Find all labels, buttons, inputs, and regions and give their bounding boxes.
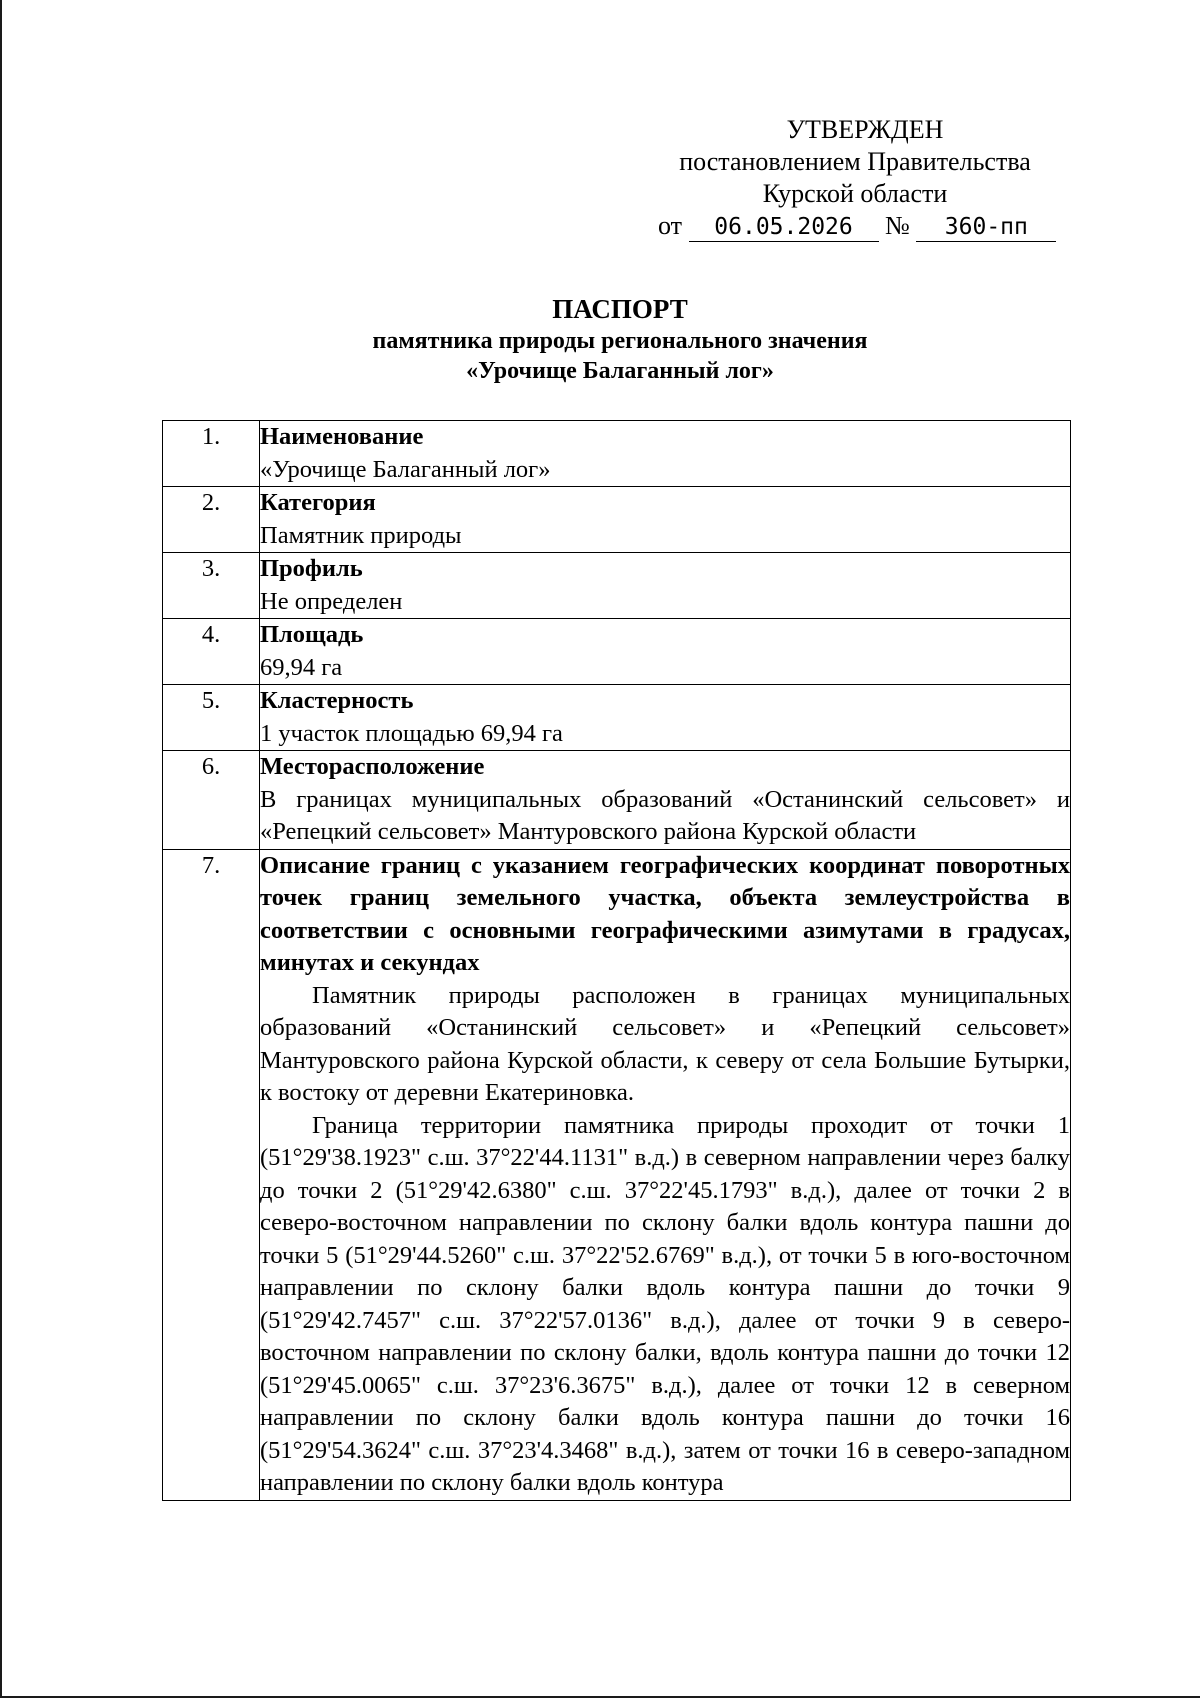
table-row	[163, 553, 1071, 619]
passport-table	[162, 420, 1071, 1501]
row-label: Месторасположение	[260, 753, 485, 780]
approval-line-1: постановлением Правительства	[679, 147, 1031, 176]
approval-number: 360-пп	[916, 213, 1056, 242]
table-row	[163, 487, 1071, 553]
row-value: В границах муниципальных образований «Останинский сельсовет» и «Репецкий сельсовет» Мантуровского района Курской области	[260, 785, 1070, 845]
row-value: Памятник природы	[260, 521, 462, 549]
row-value: Не определен	[260, 587, 403, 615]
row-number: 5.	[163, 685, 260, 751]
row-content	[260, 751, 1071, 850]
scan-left-edge	[0, 0, 2, 1698]
row-number: 6.	[163, 751, 260, 850]
approval-date: 06.05.2026	[689, 213, 879, 242]
row-number: 2.	[163, 487, 260, 553]
table-row	[163, 619, 1071, 685]
row-number: 3.	[163, 553, 260, 619]
approval-date-row	[620, 210, 1090, 242]
boundary-paragraph: Памятник природы расположен в границах муниципальных образований «Останинский сельсовет» и «Репецкий сельсовет» Мантуровского района Курской области, к северу от села Большие Бутырки, к востоку от деревни Екатериновка.	[260, 981, 1070, 1106]
table-row	[163, 421, 1071, 487]
row-label: Категория	[260, 489, 376, 516]
row-content	[260, 849, 1071, 1500]
row-label: Описание границ с указанием географических координат поворотных точек границ земельного участка, объекта землеустройства в соответствии с основными географическими азимутами в градусах, минутах и секундах	[260, 851, 1070, 976]
row-number: 1.	[163, 421, 260, 487]
table-row	[163, 849, 1071, 1500]
row-value: 69,94 га	[260, 653, 343, 681]
approval-stamp	[620, 114, 1090, 242]
approval-line-2: Курской области	[762, 179, 948, 208]
row-label: Площадь	[260, 621, 364, 648]
row-value: 1 участок площадью 69,94 га	[260, 719, 563, 747]
row-content	[260, 685, 1071, 751]
row-value: «Урочище Балаганный лог»	[260, 455, 551, 483]
row-content	[260, 421, 1071, 487]
table-row	[163, 751, 1071, 850]
document-title: ПАСПОРТ	[552, 294, 688, 324]
row-number: 4.	[163, 619, 260, 685]
boundary-paragraph: Граница территории памятника природы проходит от точки 1 (51°29'38.1923" с.ш. 37°22'44.1131" в.д.) в северном направлении через балку до точки 2 (51°29'42.6380" с.ш. 37°22'45.1793" в.д.), далее от точки 2 в северо-восточном направлении по склону балки вдоль контура пашни до точки 5 (51°29'44.5260" с.ш. 37°22'52.6769" в.д.), от точки 5 в юго-восточном направлении по склону балки вдоль контура пашни до точки 9 (51°29'42.7457" с.ш. 37°22'57.0136" в.д.), далее от точки 9 в северо-восточном направлении по склону балки, вдоль контура пашни до точки 12 (51°29'45.0065" с.ш. 37°23'6.3675" в.д.), далее от точки 12 в северном направлении по склону балки вдоль контура пашни до точки 16 (51°29'54.3624" с.ш. 37°23'4.3468" в.д.), затем от точки 16 в северо-западном направлении по склону балки вдоль контура	[260, 1111, 1070, 1496]
monument-name: «Урочище Балаганный лог»	[466, 358, 774, 384]
row-label: Профиль	[260, 555, 363, 582]
row-content	[260, 553, 1071, 619]
row-label: Кластерность	[260, 687, 414, 714]
row-number: 7.	[163, 849, 260, 1500]
from-label: от	[658, 211, 683, 240]
document-heading	[160, 292, 1080, 386]
number-label: №	[885, 211, 910, 240]
approval-title: УТВЕРЖДЕН	[786, 115, 944, 144]
row-content	[260, 619, 1071, 685]
table-row	[163, 685, 1071, 751]
row-label: Наименование	[260, 423, 424, 450]
document-subtitle: памятника природы регионального значения	[372, 328, 868, 354]
row-content	[260, 487, 1071, 553]
